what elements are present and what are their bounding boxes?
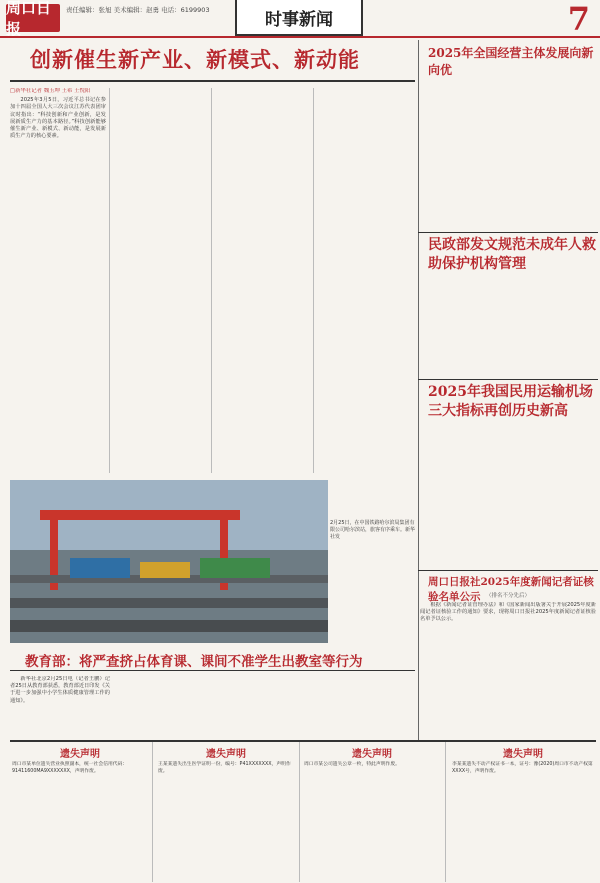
headline-press-card-notice: 周口日报社2025年度新闻记者证核验名单公示 — [428, 576, 594, 603]
airports-col-2 — [510, 425, 596, 567]
edu-col-4 — [316, 676, 414, 736]
main-article-col-1 — [10, 88, 106, 473]
section-title: 时事新闻 — [235, 0, 363, 36]
edu-byline: 新华社北京2月25日电（记者王鹏）记者25日从教育部获悉，教育部近日印发《关于进一步加强中小学生体质健康管理工作的通知》。 — [10, 676, 110, 704]
lost-notice-1 — [10, 742, 150, 882]
business-col-1 — [422, 70, 506, 228]
lost-notice-body: 周口市某公司遗失公章一枚，特此声明作废。 — [304, 762, 400, 767]
lost-notice-title: 遗失声明 — [503, 749, 543, 760]
lost-notice-title: 遗失声明 — [206, 749, 246, 760]
minors-col-1 — [422, 280, 506, 375]
main-byline: □新华社记者 魏玉坤 王希 王悦阳 — [10, 88, 91, 94]
headline-airports: 2025年我国民用运输机场三大指标再创历史新高 — [428, 384, 593, 419]
lost-notice-title: 遗失声明 — [352, 749, 392, 760]
headline-minors-protection: 民政部发文规范未成年人救助保护机构管理 — [428, 237, 596, 272]
edu-col-3 — [214, 676, 314, 736]
edu-rule — [10, 670, 415, 671]
notice-body — [420, 602, 596, 738]
main-rule — [10, 80, 415, 82]
lost-notice-body: 王某某遗失出生医学证明一份，编号：P41XXXXXXX，声明作废。 — [158, 762, 291, 774]
photo-caption: 2月25日，在中国铁路哈尔滨局集团有限公司哈尔滨站，旅客有序乘车。新华社发 — [330, 520, 416, 540]
press-card-notice — [420, 588, 596, 748]
lost-notice-body: 周口市某单位遗失营业执照副本，统一社会信用代码：91411600MA9XXXXXXX，声明作废。 — [12, 762, 128, 774]
newspaper-logo: 周口日报 — [6, 4, 60, 32]
lost-notice-title: 遗失声明 — [60, 749, 100, 760]
headline-business-entities: 2025年全国经营主体发展向新向优 — [428, 46, 594, 77]
main-article-col-2 — [112, 88, 208, 473]
lost-notice-4 — [450, 742, 596, 882]
lost-notice-2 — [156, 742, 296, 882]
notice-subtitle: （排名不分先后） — [485, 593, 530, 599]
masthead-meta — [66, 6, 210, 15]
headline-education: 教育部：将严查挤占体育课、课间不准学生出教室等行为 — [25, 654, 363, 670]
lost-notice-strip — [10, 740, 596, 880]
main-article-col-4 — [316, 88, 414, 513]
lost-notice-body: 李某某遗失不动产权证书一本，证号：豫(2020)周口市不动产权第XXXX号，声明作废。 — [452, 762, 593, 774]
minors-col-2 — [510, 280, 596, 375]
editor-line: 责任编辑：张旭 美术编辑：赵勇 电话：6199903 — [66, 6, 210, 14]
main-article-col-3 — [214, 88, 310, 473]
railway-photo — [10, 480, 328, 643]
page-number: 7 — [567, 0, 590, 38]
main-lead: 2025年3月5日，习近平总书记在参加十四届全国人大三次会议江苏代表团审议时指出：“科技创新和产业创新，是发展新质生产力的基本路径。”科技创新能够催生新产业、新模式、新动能，是发展新质生产力的核心要素。 — [10, 97, 106, 140]
masthead — [0, 0, 600, 38]
main-headline: 创新催生新产业、新模式、新动能 — [30, 47, 360, 72]
lost-notice-3 — [302, 742, 442, 882]
edu-col-1 — [10, 676, 110, 736]
business-col-2 — [510, 70, 596, 228]
airports-col-1 — [422, 425, 506, 567]
edu-col-2 — [112, 676, 212, 736]
notice-text: 根据《新闻记者证管理办法》和《国家新闻出版署关于开展2025年度新闻记者证核验工作的通知》要求，现将周口日报社2025年度新闻记者证核验名单予以公示。 — [420, 602, 596, 623]
